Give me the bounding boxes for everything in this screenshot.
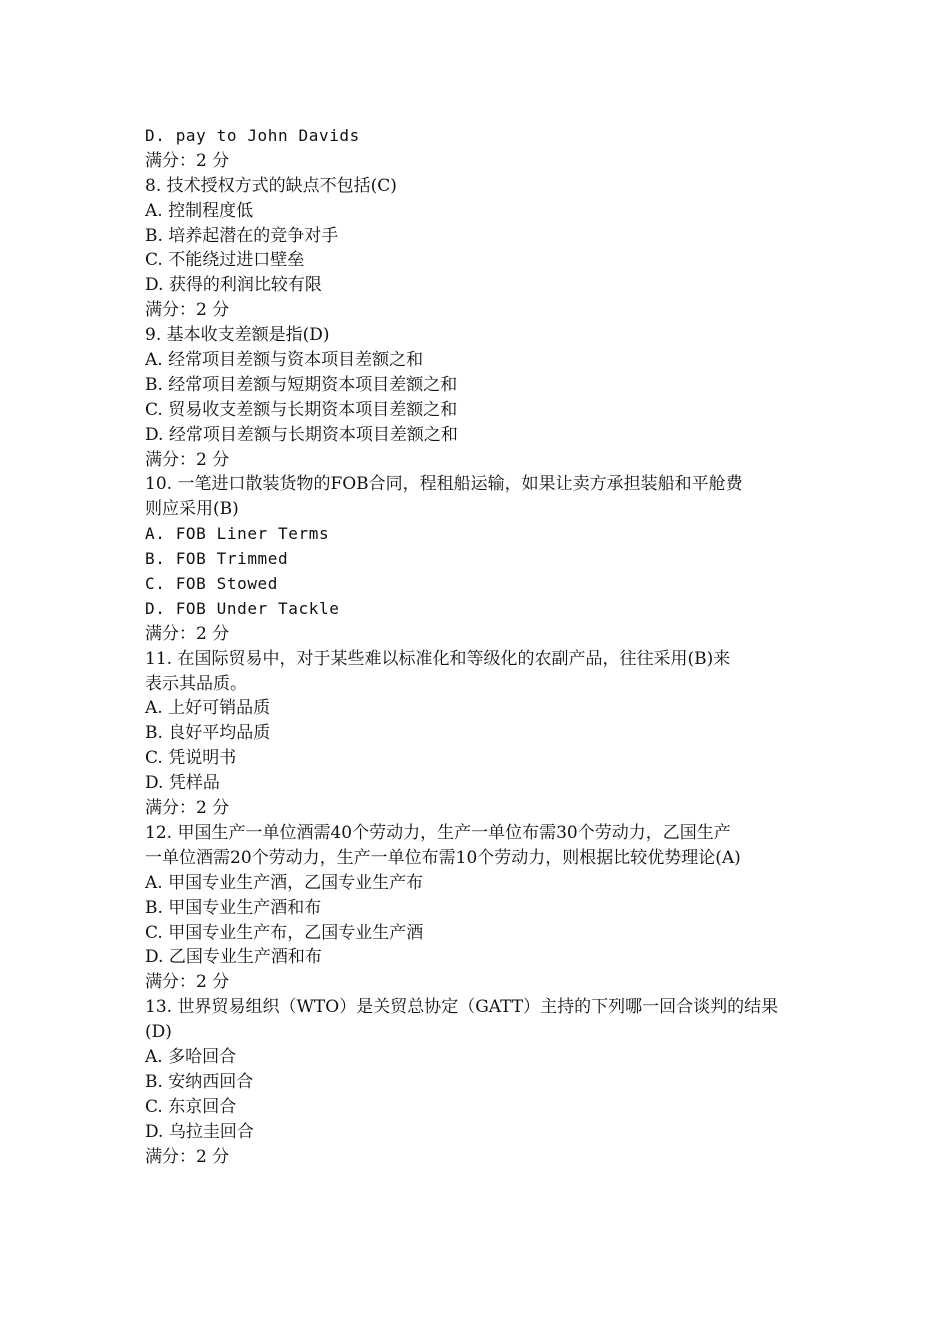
question-12-line-1: 12. 甲国生产一单位酒需40个劳动力，生产一单位布需30个劳动力，乙国生产 xyxy=(145,822,731,843)
option-b-q10: B. FOB Trimmed xyxy=(145,549,289,569)
question-9: 9. 基本收支差额是指(D) xyxy=(145,325,330,346)
option-d-q7: D. pay to John Davids xyxy=(145,126,360,145)
option-c-q9: C. 贸易收支差额与长期资本项目差额之和 xyxy=(145,399,458,420)
option-d-q9: D. 经常项目差额与长期资本项目差额之和 xyxy=(145,424,458,445)
option-a-q13: A. 多哈回合 xyxy=(145,1046,237,1067)
question-8: 8. 技术授权方式的缺点不包括(C) xyxy=(145,175,397,196)
score-q9: 满分：2 分 xyxy=(145,449,230,470)
question-10-line-1: 10. 一笔进口散装货物的FOB合同，程租船运输，如果让卖方承担装船和平舱费 xyxy=(145,474,743,495)
score-q7: 满分：2 分 xyxy=(145,150,230,171)
option-a-q11: A. 上好可销品质 xyxy=(145,698,271,719)
question-10-line-2: 则应采用(B) xyxy=(145,499,239,520)
score-q11: 满分：2 分 xyxy=(145,798,230,819)
option-b-q12: B. 甲国专业生产酒和布 xyxy=(145,897,322,918)
option-d-q10: D. FOB Under Tackle xyxy=(145,598,340,618)
question-13-line-1: 13. 世界贸易组织（WTO）是关贸总协定（GATT）主持的下列哪一回合谈判的结果 xyxy=(145,997,779,1018)
question-11-line-2: 表示其品质。 xyxy=(145,673,247,694)
option-c-q13: C. 东京回合 xyxy=(145,1096,237,1117)
option-a-q10: A. FOB Liner Terms xyxy=(145,524,330,544)
option-d-q13: D. 乌拉圭回合 xyxy=(145,1121,254,1142)
option-b-q13: B. 安纳西回合 xyxy=(145,1071,254,1092)
score-q13: 满分：2 分 xyxy=(145,1146,230,1167)
option-c-q11: C. 凭说明书 xyxy=(145,748,237,769)
question-12-line-2: 一单位酒需20个劳动力，生产一单位布需10个劳动力，则根据比较优势理论(A) xyxy=(145,847,741,868)
option-b-q8: B. 培养起潜在的竞争对手 xyxy=(145,225,339,246)
score-q10: 满分：2 分 xyxy=(145,623,230,644)
option-c-q10: C. FOB Stowed xyxy=(145,574,279,594)
option-b-q9: B. 经常项目差额与短期资本项目差额之和 xyxy=(145,374,458,395)
question-13-line-2: (D) xyxy=(145,1022,172,1043)
option-b-q11: B. 良好平均品质 xyxy=(145,723,271,744)
option-c-q8: C. 不能绕过进口壁垒 xyxy=(145,250,305,271)
option-d-q11: D. 凭样品 xyxy=(145,773,220,794)
question-text-block xyxy=(145,124,815,1169)
option-a-q8: A. 控制程度低 xyxy=(145,200,254,221)
score-q8: 满分：2 分 xyxy=(145,300,230,321)
option-d-q12: D. 乙国专业生产酒和布 xyxy=(145,947,322,968)
option-d-q8: D. 获得的利润比较有限 xyxy=(145,275,322,296)
option-c-q12: C. 甲国专业生产布，乙国专业生产酒 xyxy=(145,922,424,943)
option-a-q12: A. 甲国专业生产酒，乙国专业生产布 xyxy=(145,872,424,893)
option-a-q9: A. 经常项目差额与资本项目差额之和 xyxy=(145,350,424,371)
question-11-line-1: 11. 在国际贸易中，对于某些难以标准化和等级化的农副产品，往往采用(B)来 xyxy=(145,648,731,669)
score-q12: 满分：2 分 xyxy=(145,972,230,993)
